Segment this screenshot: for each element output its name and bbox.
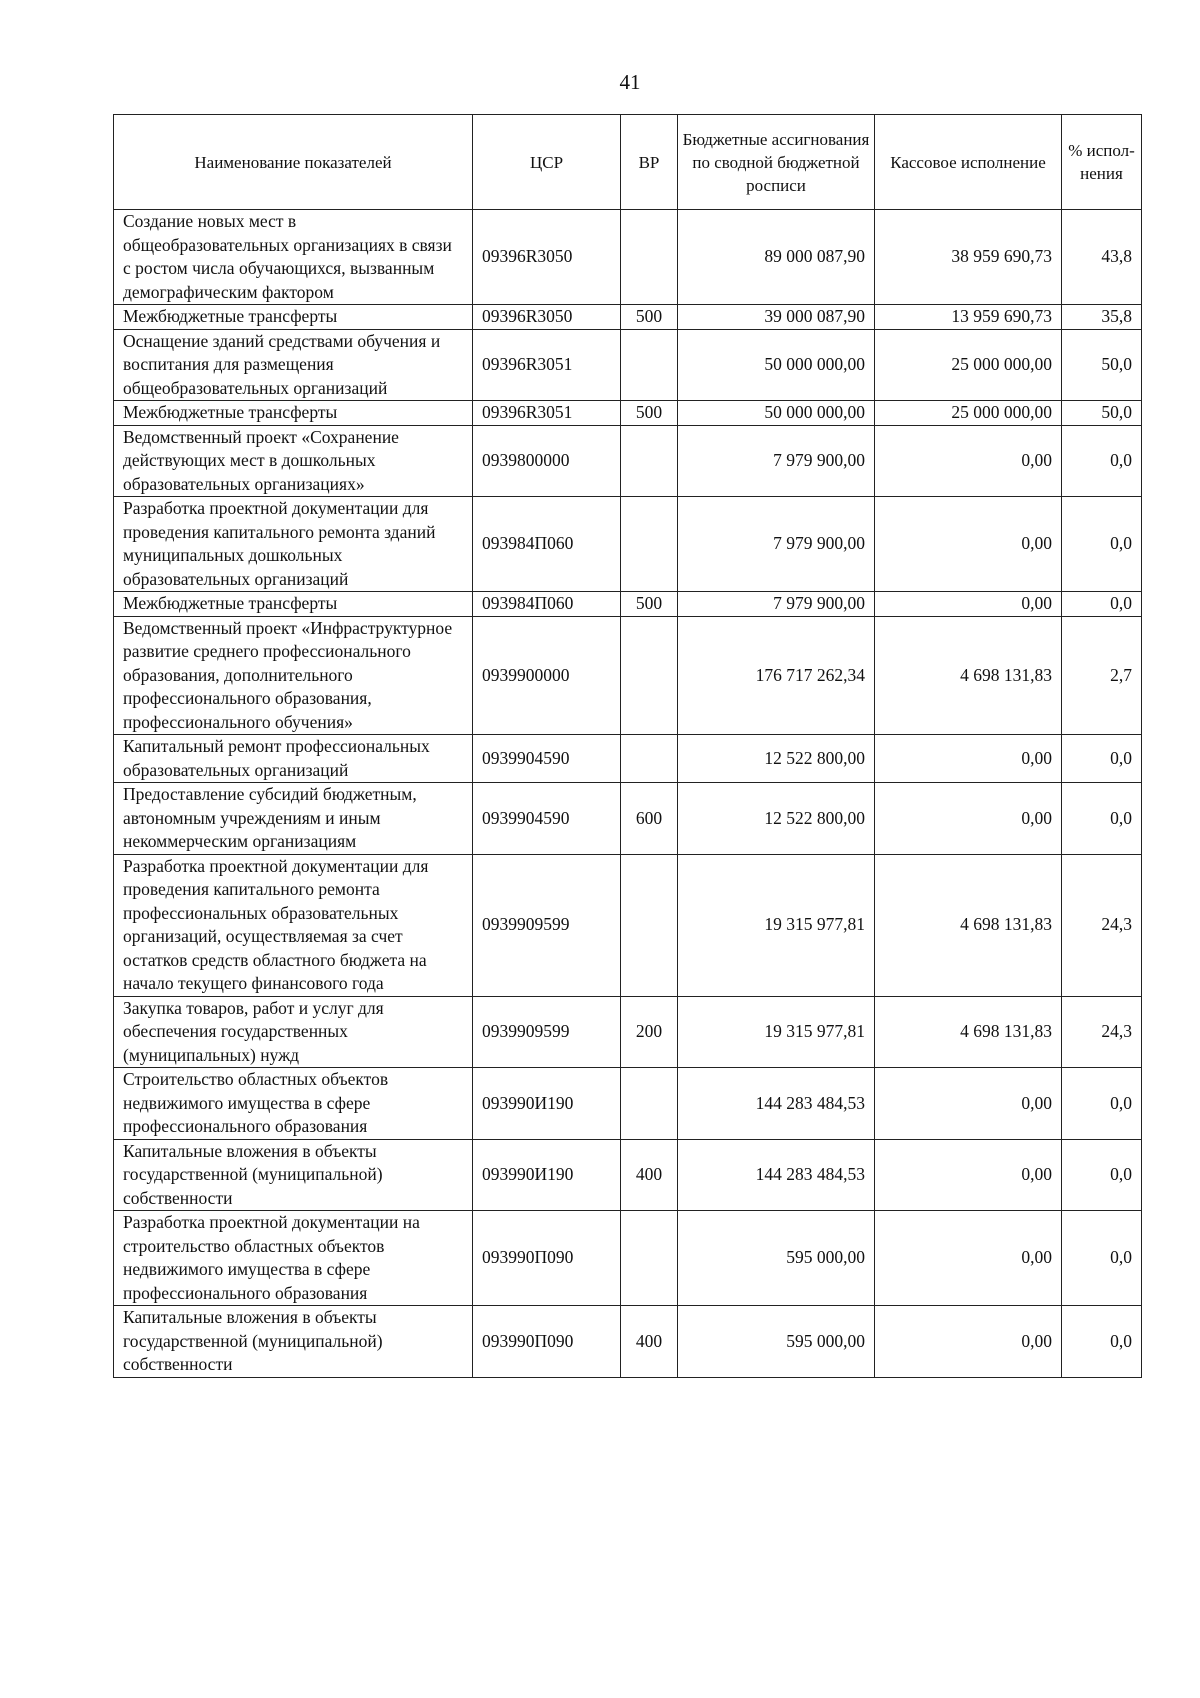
header-vr: ВР [621,115,678,210]
row-csr: 0939909599 [473,996,621,1068]
row-vr [621,735,678,783]
page-number: 41 [619,70,641,94]
row-pct: 0,0 [1062,735,1142,783]
row-vr [621,425,678,497]
row-vr: 500 [621,401,678,426]
row-budget: 12 522 800,00 [678,783,875,855]
row-pct: 0,0 [1062,1211,1142,1306]
row-csr: 0939900000 [473,616,621,735]
row-budget: 144 283 484,53 [678,1139,875,1211]
row-budget: 50 000 000,00 [678,401,875,426]
row-csr: 0939904590 [473,783,621,855]
row-pct: 0,0 [1062,1068,1142,1140]
row-budget: 595 000,00 [678,1306,875,1378]
budget-execution-table [113,114,1142,1378]
row-vr [621,497,678,592]
row-pct: 50,0 [1062,401,1142,426]
row-name: Межбюджетные трансферты [114,305,473,330]
row-budget: 19 315 977,81 [678,996,875,1068]
row-pct: 35,8 [1062,305,1142,330]
row-csr: 0939904590 [473,735,621,783]
row-cash: 0,00 [875,425,1062,497]
row-pct: 0,0 [1062,592,1142,617]
row-vr [621,329,678,401]
table-row [114,1306,1142,1378]
table-row [114,1068,1142,1140]
row-pct: 2,7 [1062,616,1142,735]
row-budget: 19 315 977,81 [678,854,875,996]
row-cash: 0,00 [875,783,1062,855]
row-budget: 7 979 900,00 [678,497,875,592]
row-name: Предоставление субсидий бюджетным, автономным учреждениям и иным некоммерческим организациям [114,783,473,855]
row-budget: 595 000,00 [678,1211,875,1306]
row-cash: 38 959 690,73 [875,210,1062,305]
row-csr: 093990П090 [473,1211,621,1306]
row-csr: 0939800000 [473,425,621,497]
row-cash: 4 698 131,83 [875,854,1062,996]
table-row [114,401,1142,426]
row-csr: 093990И190 [473,1139,621,1211]
row-cash: 4 698 131,83 [875,616,1062,735]
row-vr: 500 [621,305,678,330]
row-name: Капитальные вложения в объекты государственной (муниципальной) собственности [114,1306,473,1378]
row-budget: 7 979 900,00 [678,425,875,497]
row-budget: 7 979 900,00 [678,592,875,617]
row-name: Строительство областных объектов недвижимого имущества в сфере профессионального образования [114,1068,473,1140]
header-cash: Кассовое исполнение [875,115,1062,210]
row-vr: 400 [621,1139,678,1211]
row-vr [621,1068,678,1140]
row-csr: 09396R3050 [473,305,621,330]
row-name: Создание новых мест в общеобразовательных организациях в связи с ростом числа обучающихся, вызванным демографическим фактором [114,210,473,305]
row-cash: 13 959 690,73 [875,305,1062,330]
table-row [114,329,1142,401]
row-cash: 0,00 [875,1068,1062,1140]
row-cash: 25 000 000,00 [875,401,1062,426]
row-budget: 12 522 800,00 [678,735,875,783]
row-name: Закупка товаров, работ и услуг для обеспечения государственных (муниципальных) нужд [114,996,473,1068]
row-pct: 43,8 [1062,210,1142,305]
row-pct: 0,0 [1062,1139,1142,1211]
row-vr [621,854,678,996]
row-pct: 24,3 [1062,996,1142,1068]
row-csr: 0939909599 [473,854,621,996]
header-name: Наименование показателей [114,115,473,210]
row-cash: 25 000 000,00 [875,329,1062,401]
table-row [114,1139,1142,1211]
row-cash: 0,00 [875,497,1062,592]
row-budget: 89 000 087,90 [678,210,875,305]
row-budget: 144 283 484,53 [678,1068,875,1140]
row-csr: 09396R3051 [473,329,621,401]
row-pct: 0,0 [1062,1306,1142,1378]
row-budget: 39 000 087,90 [678,305,875,330]
table-body [114,210,1142,1378]
row-csr: 093990П090 [473,1306,621,1378]
row-budget: 176 717 262,34 [678,616,875,735]
row-pct: 0,0 [1062,425,1142,497]
row-vr [621,616,678,735]
row-cash: 0,00 [875,735,1062,783]
row-name: Межбюджетные трансферты [114,592,473,617]
row-vr: 600 [621,783,678,855]
table-row [114,616,1142,735]
row-csr: 09396R3051 [473,401,621,426]
row-name: Межбюджетные трансферты [114,401,473,426]
table-row [114,210,1142,305]
header-csr: ЦСР [473,115,621,210]
header-pct: % испол-нения [1062,115,1142,210]
row-vr [621,1211,678,1306]
row-pct: 0,0 [1062,497,1142,592]
row-cash: 0,00 [875,1306,1062,1378]
row-csr: 09396R3050 [473,210,621,305]
row-name: Оснащение зданий средствами обучения и воспитания для размещения общеобразовательных организаций [114,329,473,401]
table-row [114,497,1142,592]
header-budget: Бюджетные ассигнования по сводной бюджетной росписи [678,115,875,210]
row-name: Ведомственный проект «Сохранение действующих мест в дошкольных образовательных организациях» [114,425,473,497]
row-csr: 093990И190 [473,1068,621,1140]
table-header-row [114,115,1142,210]
row-pct: 50,0 [1062,329,1142,401]
row-name: Ведомственный проект «Инфраструктурное развитие среднего профессионального образования, дополнительного профессионального образования, профессионального обучения» [114,616,473,735]
table-row [114,735,1142,783]
row-pct: 0,0 [1062,783,1142,855]
row-cash: 4 698 131,83 [875,996,1062,1068]
table-row [114,854,1142,996]
row-pct: 24,3 [1062,854,1142,996]
row-vr: 400 [621,1306,678,1378]
row-cash: 0,00 [875,592,1062,617]
row-vr: 200 [621,996,678,1068]
row-name: Разработка проектной документации для проведения капитального ремонта зданий муниципальных дошкольных образовательных организаций [114,497,473,592]
row-name: Разработка проектной документации на строительство областных объектов недвижимого имущества в сфере профессионального образования [114,1211,473,1306]
table-row [114,1211,1142,1306]
row-name: Капитальный ремонт профессиональных образовательных организаций [114,735,473,783]
table-row [114,592,1142,617]
table-row [114,425,1142,497]
row-csr: 093984П060 [473,592,621,617]
row-csr: 093984П060 [473,497,621,592]
row-vr [621,210,678,305]
row-budget: 50 000 000,00 [678,329,875,401]
row-cash: 0,00 [875,1139,1062,1211]
table-row [114,305,1142,330]
row-cash: 0,00 [875,1211,1062,1306]
row-vr: 500 [621,592,678,617]
table-row [114,996,1142,1068]
row-name: Капитальные вложения в объекты государственной (муниципальной) собственности [114,1139,473,1211]
table-row [114,783,1142,855]
row-name: Разработка проектной документации для проведения капитального ремонта профессиональных образовательных организаций, осуществляемая за счет остатков средств областного бюджета на начало текущего финансового года [114,854,473,996]
